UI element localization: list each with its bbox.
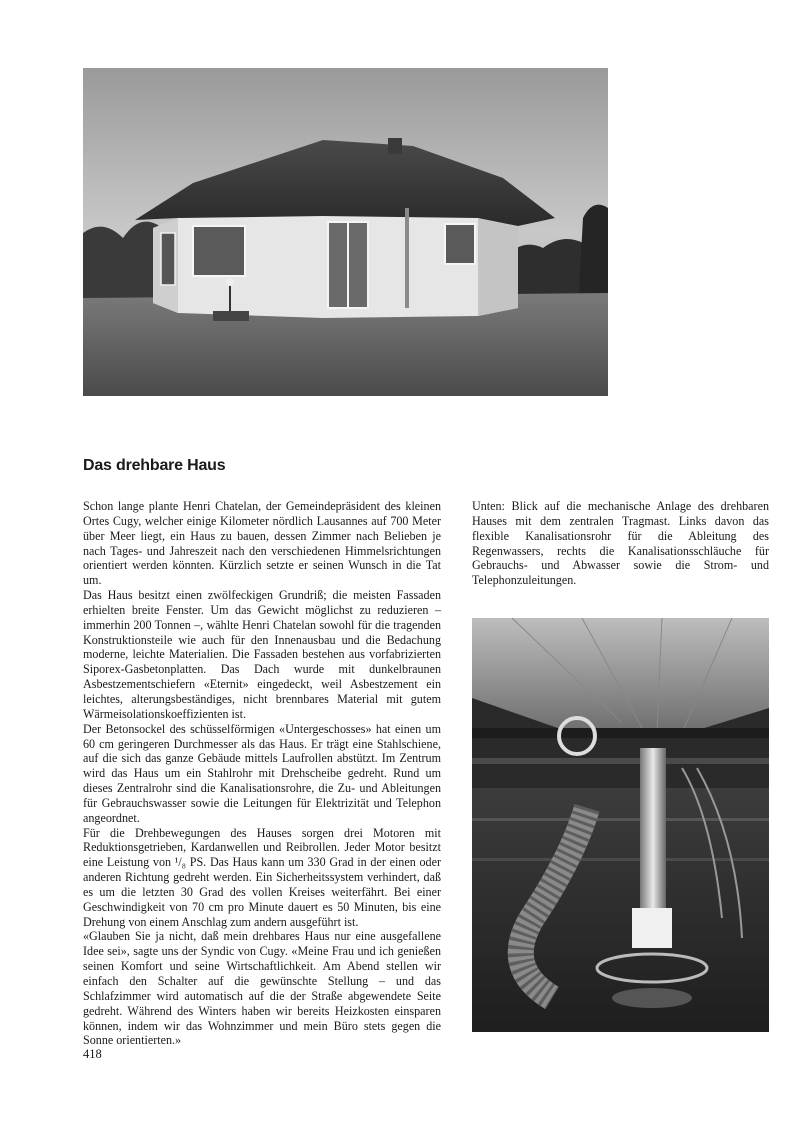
- article-paragraph: Der Betonsockel des schüsselförmigen «Untergeschosses» hat einen um 60 cm geringeren Durchmesser als das Haus. Er trägt eine Stahlschiene, auf die sich das ganze Gebäude mittels Laufrollen abstützt. Im Zentrum wird das Haus um ein Stahlrohr mit Drehscheibe gedreht. Rund um dieses Zentralrohr sind die Kanalisationsrohre, die Zu- und Ableitungen für Gebrauchswasser sowie die Leitungen für Elektrizität und Telephon angeordnet.: [83, 721, 441, 825]
- article-headline: Das drehbare Haus: [83, 457, 226, 474]
- article-paragraph: Für die Drehbewegungen des Hauses sorgen drei Motoren mit Reduktionsgetrieben, Kardanwellen und Reibrollen. Jeder Motor besitzt eine Leistung von ¹/₈ PS. Das Haus kann um 330 Grad in der einen oder anderen Richtung gedreht werden. Ein Sicherheitssystem verhindert, daß es um die letzten 30 Grad des vollen Kreises weiterfährt. Bei einer Geschwindigkeit von 70 cm pro Minute dauert es 50 Minuten, bis eine Drehung von einem Anschlag zum andern ausgeführt ist.: [83, 825, 441, 929]
- article-body: [83, 499, 441, 1048]
- article-paragraph: Schon lange plante Henri Chatelan, der Gemeindepräsident des kleinen Ortes Cugy, welcher einige Kilometer nördlich Lausannes auf 700 Meter über Meer liegt, ein Haus zu bauen, dessen Zimmer nach Belieben je nach Tages- und Jahreszeit nach den verschiedenen Himmelsrichtungen orientiert werden könnten. Kürzlich setzte er seinen Wunsch in die Tat um.: [83, 499, 441, 588]
- house-photo: [83, 68, 608, 396]
- photo-caption: [472, 499, 769, 588]
- mechanism-photo-drawing: [472, 618, 769, 1032]
- mechanism-photo: [472, 618, 769, 1032]
- article-paragraph: Das Haus besitzt einen zwölfeckigen Grundriß; die meisten Fassaden erhielten breite Fenster. Um das Gewicht möglichst zu reduzieren – immerhin 200 Tonnen –, wählte Henri Chatelan sowohl für die tragenden Konstruktionsteile wie auch für den Innenausbau und die Bedachung moderne, leichte Materialien. Die Fassaden bestehen aus vorfabrizierten Siporex-Gasbetonplatten. Das Dach wurde mit dunkelbraunen Asbestzementschiefern «Eternit» eingedeckt, weil Asbestzement ein leichtes, alterungsbeständiges, nicht brennbares Material mit gutem Wärmeisolationskoeffizienten ist.: [83, 588, 441, 721]
- page-number: 418: [83, 1047, 102, 1061]
- house-photo-drawing: [83, 68, 608, 396]
- article-paragraph: «Glauben Sie ja nicht, daß mein drehbares Haus nur eine ausgefallene Idee sei», sagte uns der Syndic von Cugy. «Meine Frau und ich genießen seinen Komfort und seine Wirtschaftlichkeit. Am Abend stellen wir einfach den Schalter auf die gewünschte Stellung – und das Schlafzimmer wird automatisch auf die der Straße abgewendete Seite gedreht. Während des Winters haben wir bereits Heizkosten einsparen können, indem wir das Wohnzimmer und mein Büro stets gegen die Sonne orientierten.»: [83, 929, 441, 1048]
- photo-caption-text: Unten: Blick auf die mechanische Anlage des drehbaren Hauses mit dem zentralen Tragmast. Links davon das flexible Kanalisationsrohr für die Ableitung des Regenwassers, rechts die Kanalisationsschläuche für Gebrauchs- und Abwasser sowie die Strom- und Telephonzuleitungen.: [472, 499, 769, 588]
